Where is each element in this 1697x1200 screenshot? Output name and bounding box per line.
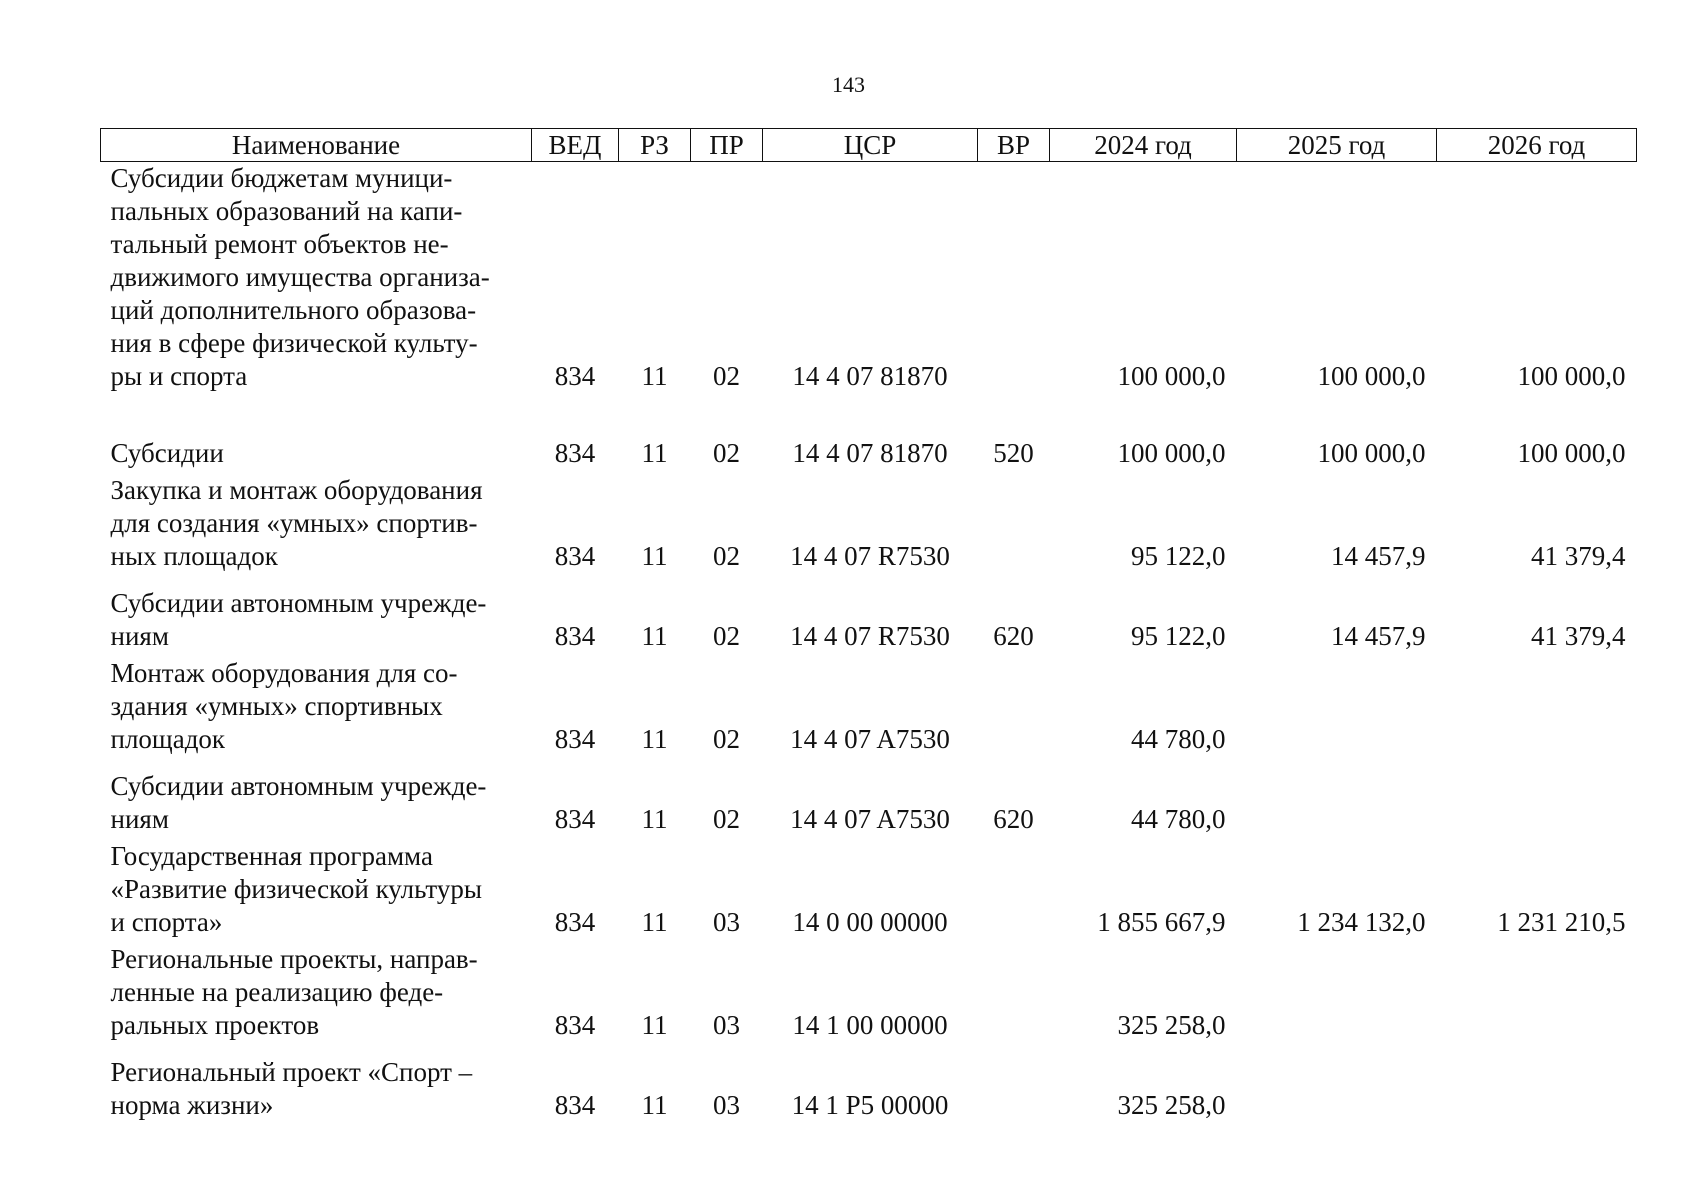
- cell-vr: [978, 162, 1050, 398]
- cell-name-line: пальных образований на капи-: [110, 196, 463, 226]
- cell-2024: 95 122,0: [1131, 621, 1226, 651]
- cell-csr: 14 4 07 A7530: [790, 724, 950, 754]
- cell-2026: [1437, 943, 1637, 1051]
- table-row: [101, 582, 1637, 657]
- column-header-2025: 2025 год: [1237, 129, 1437, 162]
- cell-name-line: ных площадок: [110, 541, 278, 571]
- column-header-rz: РЗ: [619, 129, 691, 162]
- cell-2025: [1237, 1051, 1437, 1126]
- cell-rz: 11: [641, 907, 668, 937]
- cell-name-line: ниям: [110, 804, 169, 834]
- cell-ved: 834: [554, 1090, 596, 1120]
- cell-rz: 11: [641, 1090, 668, 1120]
- cell-2026: [1437, 765, 1637, 840]
- cell-name-line: Субсидии автономным учрежде-: [110, 771, 487, 801]
- cell-rz: 11: [641, 541, 668, 571]
- cell-name: [101, 162, 532, 398]
- cell-2026: 100 000,0: [1517, 361, 1626, 391]
- cell-csr: 14 0 00 00000: [792, 907, 948, 937]
- cell-vr: [978, 943, 1050, 1051]
- cell-ved: 834: [554, 541, 596, 571]
- cell-name-line: ры и спорта: [110, 361, 248, 391]
- cell-csr: 14 1 00 00000: [792, 1010, 948, 1040]
- column-header-2026: 2026 год: [1437, 129, 1637, 162]
- cell-ved: 834: [554, 361, 596, 391]
- cell-csr: 14 4 07 R7530: [790, 541, 950, 571]
- cell-vr: 620: [993, 804, 1034, 834]
- cell-name-line: норма жизни»: [110, 1090, 274, 1120]
- table-header-row: [101, 129, 1637, 162]
- cell-vr: [978, 840, 1050, 943]
- cell-name: [101, 582, 532, 657]
- cell-name-line: Субсидии: [110, 438, 224, 468]
- cell-name-line: Региональный проект «Спорт –: [110, 1057, 473, 1087]
- cell-2024: 44 780,0: [1131, 724, 1226, 754]
- cell-2024: 44 780,0: [1131, 804, 1226, 834]
- cell-ved: 834: [554, 438, 596, 468]
- cell-pr: 02: [713, 621, 740, 651]
- cell-vr: 520: [993, 438, 1034, 468]
- cell-name-line: и спорта»: [110, 907, 223, 937]
- cell-2024: 100 000,0: [1117, 438, 1226, 468]
- cell-2026: [1437, 657, 1637, 765]
- cell-name: [101, 1051, 532, 1126]
- cell-name-line: для создания «умных» спортив-: [110, 508, 478, 538]
- column-header-csr: ЦСР: [763, 129, 978, 162]
- cell-2025: [1237, 765, 1437, 840]
- table-body: [101, 162, 1637, 1127]
- column-header-pr: ПР: [691, 129, 763, 162]
- cell-name: [101, 474, 532, 582]
- cell-name: [101, 437, 532, 474]
- cell-2026: 41 379,4: [1531, 621, 1626, 651]
- table-row: [101, 1051, 1637, 1126]
- table-row: [101, 840, 1637, 943]
- cell-2025: [1237, 943, 1437, 1051]
- cell-name-line: Монтаж оборудования для со-: [110, 658, 458, 688]
- cell-2026: 41 379,4: [1531, 541, 1626, 571]
- cell-name: [101, 840, 532, 943]
- cell-name-line: ниям: [110, 621, 169, 651]
- column-header-name: Наименование: [101, 129, 532, 162]
- cell-2025: 1 234 132,0: [1297, 907, 1426, 937]
- cell-2024: 1 855 667,9: [1097, 907, 1226, 937]
- cell-2026: 1 231 210,5: [1497, 907, 1626, 937]
- cell-2026: 100 000,0: [1517, 438, 1626, 468]
- table-row: [101, 943, 1637, 1051]
- cell-name-line: площадок: [110, 724, 226, 754]
- cell-rz: 11: [641, 361, 668, 391]
- cell-ved: 834: [554, 621, 596, 651]
- cell-name-line: Субсидии автономным учрежде-: [110, 588, 487, 618]
- cell-name-line: ния в сфере физической культу-: [110, 328, 478, 358]
- cell-pr: 02: [713, 724, 740, 754]
- cell-name: [101, 765, 532, 840]
- cell-2025: 14 457,9: [1331, 541, 1426, 571]
- cell-ved: 834: [554, 1010, 596, 1040]
- cell-csr: 14 1 P5 00000: [791, 1090, 949, 1120]
- cell-name-line: ральных проектов: [110, 1010, 320, 1040]
- cell-csr: 14 4 07 R7530: [790, 621, 950, 651]
- cell-vr: 620: [993, 621, 1034, 651]
- cell-csr: 14 4 07 81870: [792, 438, 948, 468]
- cell-pr: 02: [713, 361, 740, 391]
- cell-2025: 14 457,9: [1331, 621, 1426, 651]
- cell-vr: [978, 1051, 1050, 1126]
- cell-name-line: Субсидии бюджетам муници-: [110, 163, 453, 193]
- cell-name: [101, 943, 532, 1051]
- cell-ved: 834: [554, 907, 596, 937]
- cell-csr: 14 4 07 81870: [792, 361, 948, 391]
- column-header-vr: ВР: [978, 129, 1050, 162]
- column-header-ved: ВЕД: [532, 129, 619, 162]
- cell-pr: 02: [713, 804, 740, 834]
- cell-pr: 03: [713, 1090, 740, 1120]
- cell-ved: 834: [554, 724, 596, 754]
- cell-vr: [978, 657, 1050, 765]
- cell-vr: [978, 474, 1050, 582]
- cell-2025: [1237, 657, 1437, 765]
- cell-rz: 11: [641, 438, 668, 468]
- cell-pr: 03: [713, 907, 740, 937]
- table-row: [101, 162, 1637, 398]
- cell-rz: 11: [641, 1010, 668, 1040]
- table-row: [101, 657, 1637, 765]
- cell-2024: 325 258,0: [1117, 1010, 1226, 1040]
- cell-name-line: Закупка и монтаж оборудования: [110, 475, 483, 505]
- cell-name-line: ций дополнительного образова-: [110, 295, 477, 325]
- cell-pr: 03: [713, 1010, 740, 1040]
- cell-csr: 14 4 07 A7530: [790, 804, 950, 834]
- cell-rz: 11: [641, 804, 668, 834]
- table-row: [101, 474, 1637, 582]
- cell-name-line: Государственная программа: [110, 841, 433, 871]
- row-spacer: [101, 397, 1637, 437]
- budget-table: [100, 128, 1637, 1126]
- page-number: 143: [832, 72, 865, 97]
- cell-rz: 11: [641, 621, 668, 651]
- cell-2024: 325 258,0: [1117, 1090, 1226, 1120]
- table-row: [101, 765, 1637, 840]
- cell-name-line: движимого имущества организа-: [110, 262, 490, 292]
- cell-2024: 100 000,0: [1117, 361, 1226, 391]
- cell-2024: 95 122,0: [1131, 541, 1226, 571]
- cell-name-line: Региональные проекты, направ-: [110, 944, 478, 974]
- cell-name-line: здания «умных» спортивных: [110, 691, 443, 721]
- row-spacer-cell: [101, 397, 1637, 437]
- cell-ved: 834: [554, 804, 596, 834]
- cell-pr: 02: [713, 541, 740, 571]
- cell-pr: 02: [713, 438, 740, 468]
- cell-2025: 100 000,0: [1317, 361, 1426, 391]
- cell-2025: 100 000,0: [1317, 438, 1426, 468]
- cell-2026: [1437, 1051, 1637, 1126]
- cell-name-line: «Развитие физической культуры: [110, 874, 482, 904]
- cell-rz: 11: [641, 724, 668, 754]
- cell-name: [101, 657, 532, 765]
- column-header-2024: 2024 год: [1050, 129, 1237, 162]
- table-row: [101, 437, 1637, 474]
- cell-name-line: тальный ремонт объектов не-: [110, 229, 449, 259]
- cell-name-line: ленные на реализацию феде-: [110, 977, 444, 1007]
